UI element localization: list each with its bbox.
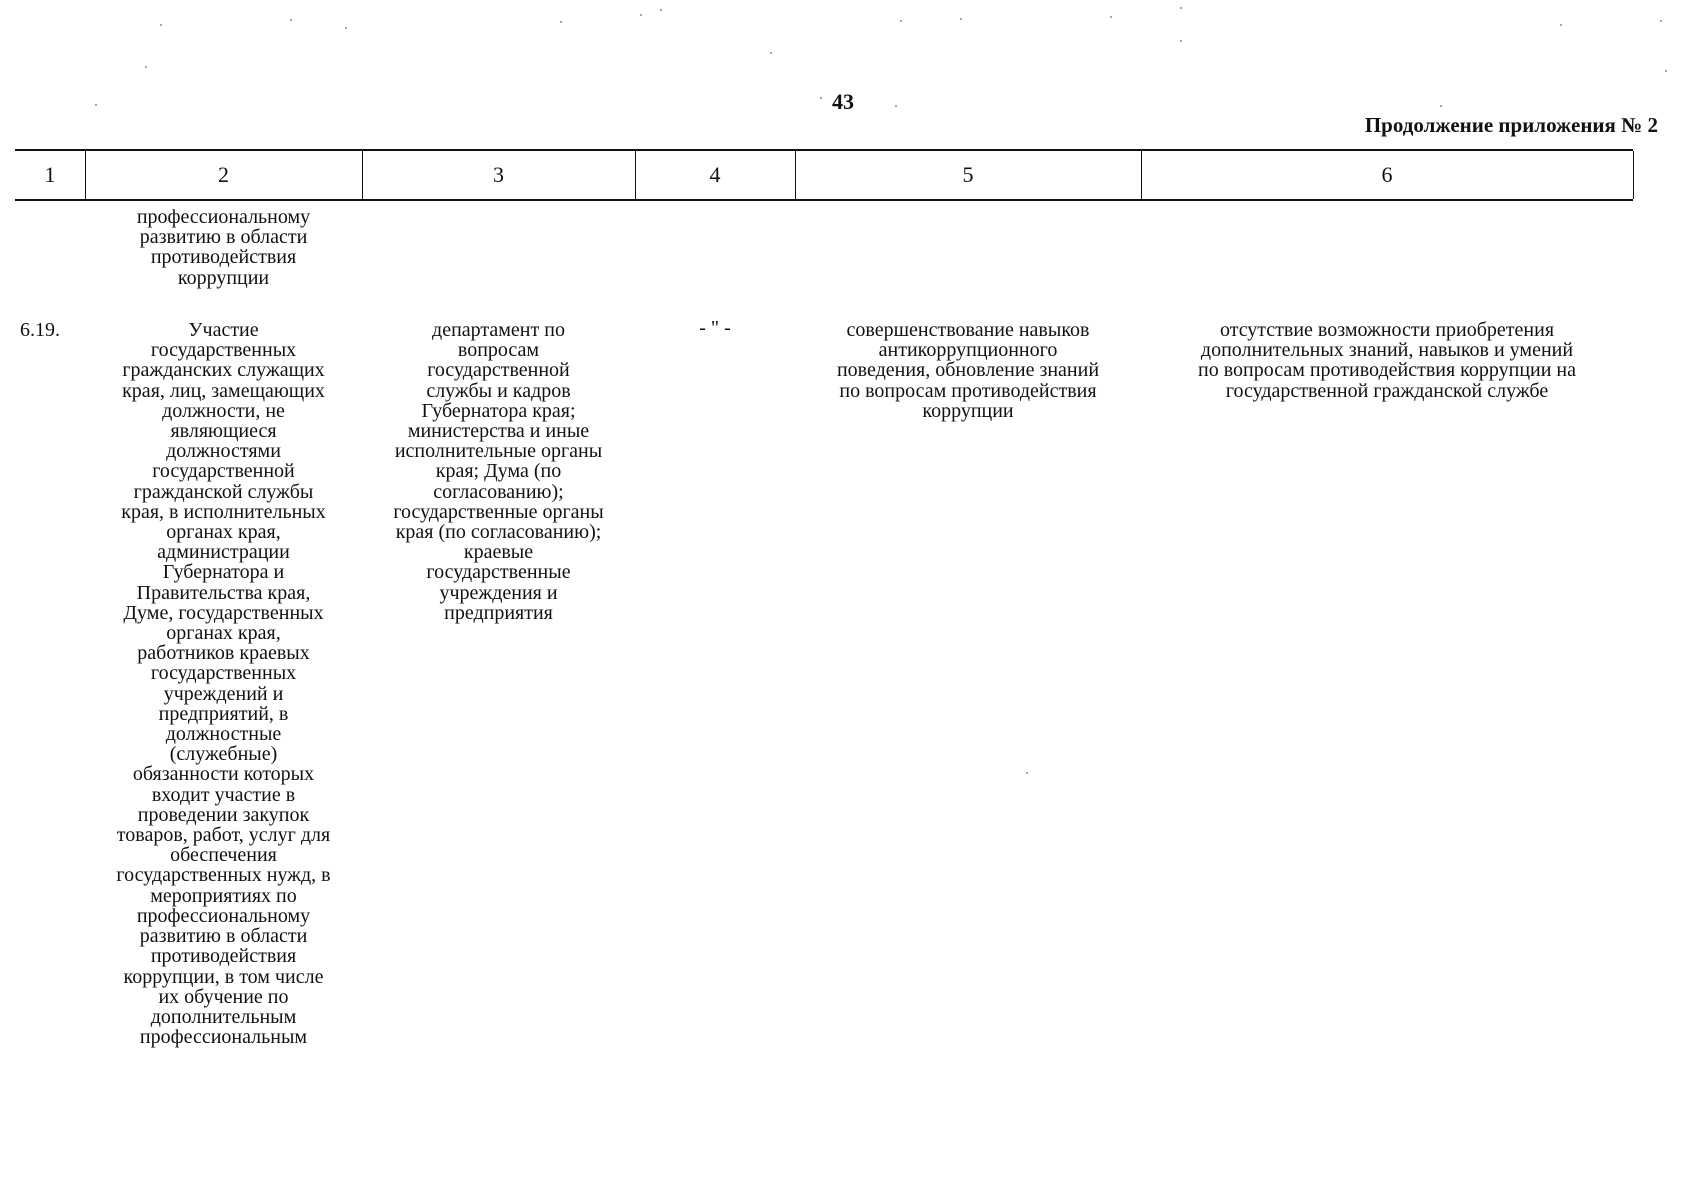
column-divider xyxy=(1633,151,1634,199)
scan-speck xyxy=(895,105,897,107)
scan-speck xyxy=(560,21,562,23)
continuation-label: Продолжение приложения № 2 xyxy=(1364,113,1658,137)
row-cell-col2: Участие государственных гражданских служащих края, лиц, замещающих должности, не являющиеся должностями государственной гражданской службы края, в исполнительных органах края, администрации Губернатора и Правительства края, Думе, государственных органах края, работников краевых государственных учреждений и предприятий, в должностные (служебные) обязанности которых входит участие в проведении закупок товаров, работ, услуг для обеспечения государственных нужд, в мероприятиях по профессиональному развитию в области противодействия коррупции, в том числе их обучение по дополнительным профессиональным xyxy=(116,319,331,1049)
row-cell-col3: департамент по вопросам государственной службы и кадров Губернатора края; министерства и иные исполнительные органы края; Дума (по согласованию); государственные органы края (по согласованию); краевые государственные учреждения и предприятия xyxy=(393,319,604,624)
scan-speck xyxy=(1440,105,1442,107)
scan-speck xyxy=(1665,70,1667,72)
header-col-2: 2 xyxy=(218,162,229,187)
row-cell-col5: совершенствование навыков антикоррупционного поведения, обновление знаний по вопросам противодействия коррупции xyxy=(836,319,1100,422)
header-col-5: 5 xyxy=(962,162,974,187)
scan-speck xyxy=(770,52,772,54)
scan-speck xyxy=(900,20,902,22)
header-col-1: 1 xyxy=(44,162,56,187)
scan-speck xyxy=(1180,7,1182,9)
scan-speck xyxy=(290,19,292,21)
scan-speck xyxy=(145,66,147,68)
table-header-row xyxy=(15,149,1633,201)
scan-speck xyxy=(820,97,822,99)
page-number: 43 xyxy=(832,89,854,114)
scan-speck xyxy=(1660,20,1662,22)
continued-cell-col2: профессиональному развитию в области противодействия коррупции xyxy=(136,206,311,289)
row-cell-col6: отсутствие возможности приобретения дополнительных знаний, навыков и умений по вопросам противодействия коррупции на государственной гражданской службе xyxy=(1197,319,1577,402)
row-cell-col4: - " - xyxy=(699,317,731,339)
scan-speck xyxy=(95,104,97,106)
header-col-6: 6 xyxy=(1381,162,1393,187)
scan-speck xyxy=(160,24,162,26)
header-col-3: 3 xyxy=(493,162,504,187)
scan-speck xyxy=(345,27,347,29)
scan-speck xyxy=(1026,772,1028,774)
row-number: 6.19. xyxy=(20,319,60,341)
scan-speck xyxy=(640,14,642,16)
scan-speck xyxy=(1560,24,1562,26)
scan-speck xyxy=(1110,16,1112,18)
header-col-4: 4 xyxy=(709,162,721,187)
scan-speck xyxy=(960,18,962,20)
scan-speck xyxy=(660,9,662,11)
scan-speck xyxy=(1180,40,1182,42)
